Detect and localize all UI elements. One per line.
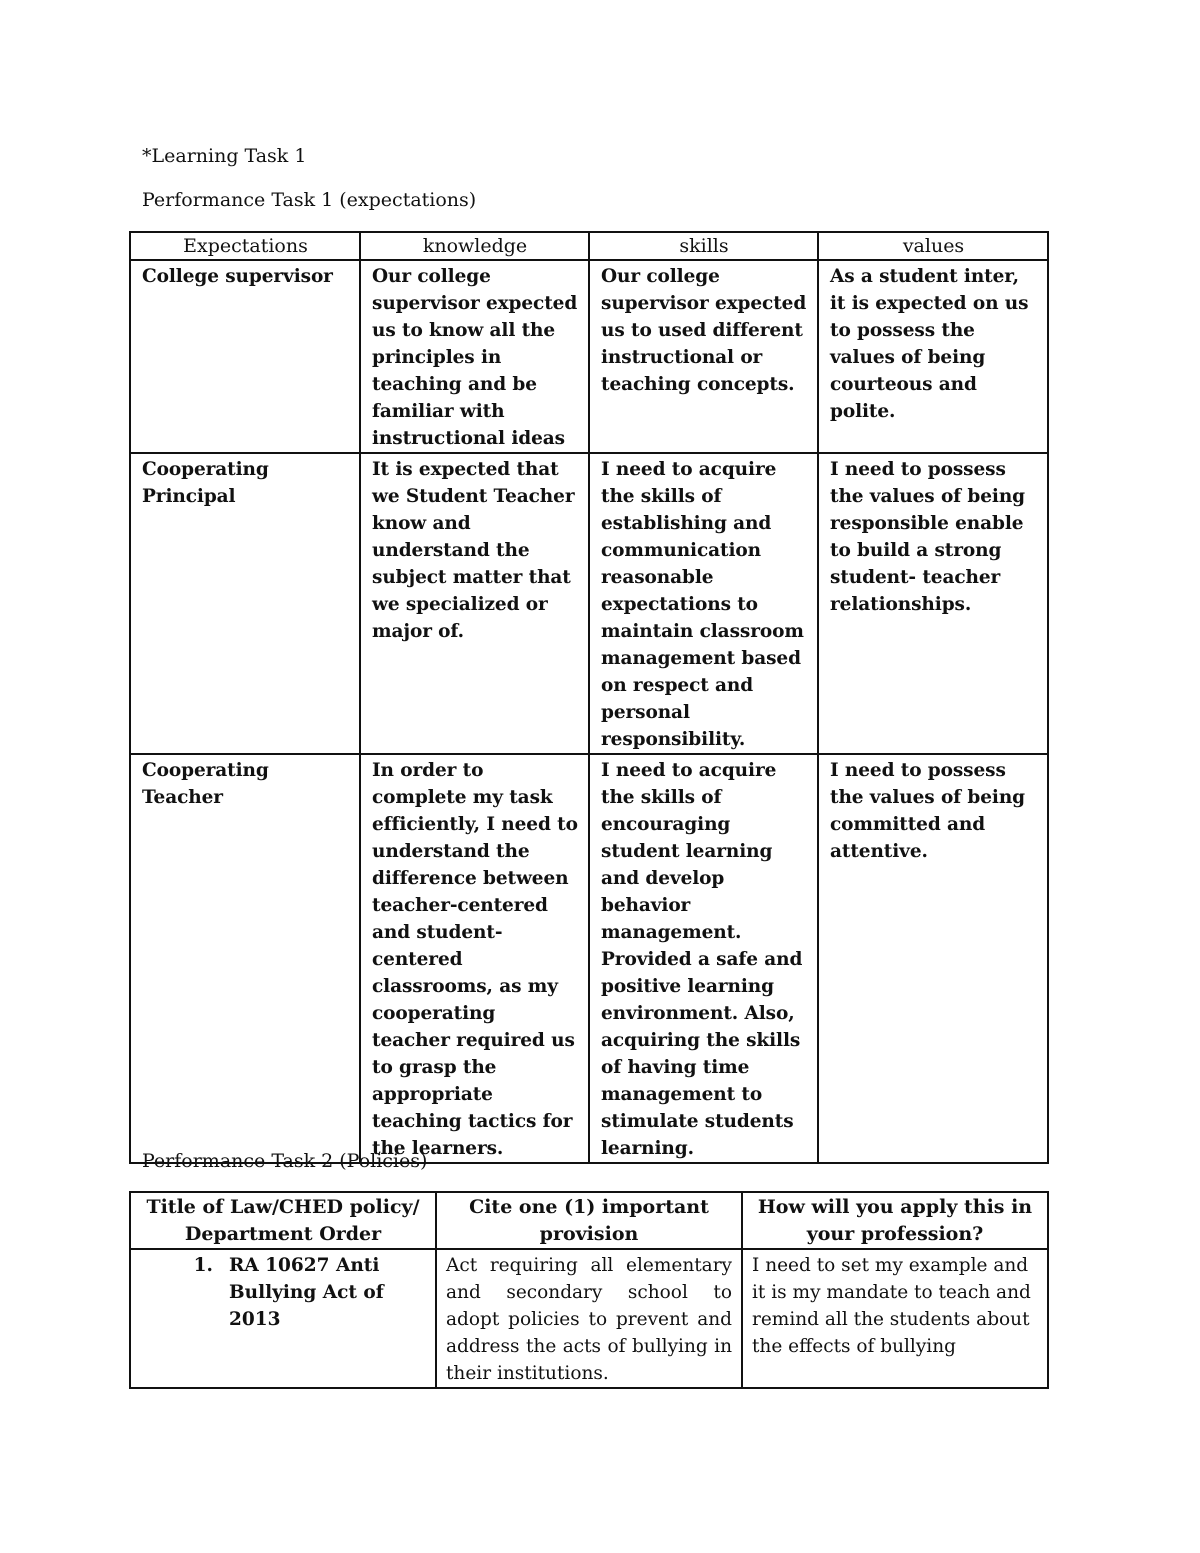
- knowledge-cell: Our college supervisor expected us to know all the principles in teaching and be familiar with instructional ideas: [360, 260, 589, 453]
- knowledge-cell: It is expected that we Student Teacher know and understand the subject matter that we specialized or major of.: [360, 453, 589, 754]
- table-row: [130, 754, 1048, 1163]
- column-header-provision: Cite one (1) important provision: [436, 1192, 742, 1249]
- application-cell: I need to set my example and it is my mandate to teach and remind all the students about the effects of bullying: [742, 1249, 1048, 1388]
- skills-cell: I need to acquire the skills of establishing and communication reasonable expectations to maintain classroom management based on respect and personal responsibility.: [589, 453, 818, 754]
- table-row: [130, 1249, 1048, 1388]
- column-header-values: values: [818, 232, 1048, 260]
- column-header-skills: skills: [589, 232, 818, 260]
- law-title-cell: [130, 1249, 436, 1388]
- law-title: RA 10627 Anti Bullying Act of 2013: [229, 1255, 384, 1330]
- expectation-cell: Cooperating Teacher: [130, 754, 360, 1163]
- skills-cell: I need to acquire the skills of encouraging student learning and develop behavior management. Provided a safe and positive learning environment. Also, acquiring the skills of having time management to stimulate students learning.: [589, 754, 818, 1163]
- values-cell: As a student inter, it is expected on us to possess the values of being courteous and polite.: [818, 260, 1048, 453]
- column-header-title-of-law: Title of Law/CHED policy/ Department Order: [130, 1192, 436, 1249]
- performance-task-2-heading: Performance Task 2 (Policies): [142, 1150, 428, 1172]
- skills-cell: Our college supervisor expected us to used different instructional or teaching concepts.: [589, 260, 818, 453]
- list-number: 1.: [193, 1255, 213, 1276]
- table-row: [130, 260, 1048, 453]
- values-cell: I need to possess the values of being committed and attentive.: [818, 754, 1048, 1163]
- values-cell: I need to possess the values of being responsible enable to build a strong student- teacher relationships.: [818, 453, 1048, 754]
- table-header-row: [130, 1192, 1048, 1249]
- expectations-table: [129, 231, 1049, 1164]
- column-header-application: How will you apply this in your profession?: [742, 1192, 1048, 1249]
- provision-cell: Act requiring all elementary and secondary school to adopt policies to prevent and address the acts of bullying in their institutions.: [436, 1249, 742, 1388]
- performance-task-1-heading: Performance Task 1 (expectations): [142, 189, 477, 211]
- learning-task-heading: *Learning Task 1: [142, 145, 307, 167]
- column-header-knowledge: knowledge: [360, 232, 589, 260]
- table-header-row: [130, 232, 1048, 260]
- list-item: [131, 1252, 426, 1333]
- expectation-cell: College supervisor: [130, 260, 360, 453]
- expectation-cell: Cooperating Principal: [130, 453, 360, 754]
- knowledge-cell: In order to complete my task efficiently, I need to understand the difference between teacher-centered and student-centered classrooms, as my cooperating teacher required us to grasp the appropriate teaching tactics for the learners.: [360, 754, 589, 1163]
- policies-table: [129, 1191, 1049, 1389]
- table-row: [130, 453, 1048, 754]
- column-header-expectations: Expectations: [130, 232, 360, 260]
